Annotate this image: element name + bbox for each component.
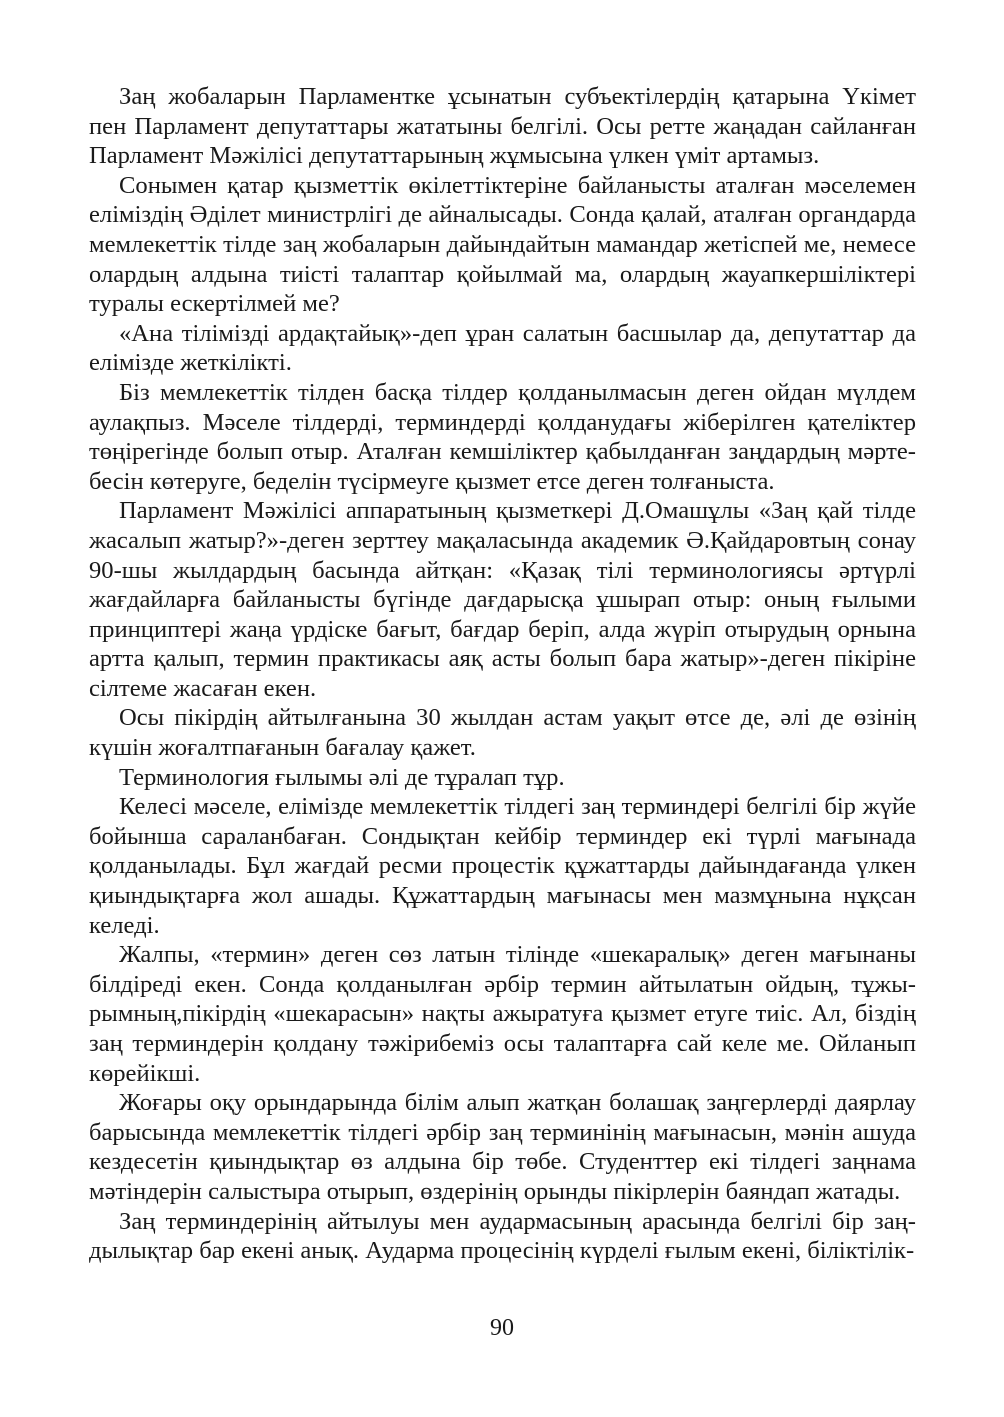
page-body [89,82,916,1266]
paragraph: «Ана тілімізді ардақтайық»-деп ұран салатын басшылар да, депутаттар да елімізде жеткілікті. [89,319,916,377]
paragraph: Жалпы, «термин» деген сөз латын тілінде «шекаралық» деген мағынаны білдіреді екен. Сонда қолданылған әрбір термин айтылатын ойдың, тұжырымның,пікірдің «шекарасын» нақты ажыратуға қызмет етуге тиіс. Ал, біздің заң терминдерін қолдану тәжірибеміз осы талаптарға сай келе ме. Ойланып көрейікші. [89,941,916,1087]
paragraph: Келесі мәселе, елімізде мемлекеттік тілдегі заң терминдері белгілі бір жүйе бойынша сараланбаған. Сондықтан кейбір терминдер екі түрлі мағынада қолданылады. Бұл жағдай ресми процестік құжаттарды дайындағанда үлкен қиындықтарға жол ашады. Құжаттардың мағынасы мен мазмұнына нұқсан келеді. [89,793,916,939]
paragraph: Осы пікірдің айтылғанына 30 жылдан астам уақыт өтсе де, әлі де өзінің күшін жоғалтпағанын бағалау қажет. [89,704,916,762]
paragraph: Парламент Мәжілісі аппаратының қызметкері Д.Омашұлы «Заң қай тілде жасалып жатыр?»-деген зерттеу мақаласында академик Ә.Қайдаровтың сонау 90-шы жылдардың басында айтқан: «Қазақ тілі терминологиясы әртүрлі жағдайларға байланысты бүгінде дағдарысқа ұшырап отыр: оның ғылыми принциптері жаңа үрдіске бағыт, бағдар беріп, алда жүріп отырудың орнына артта қалып, термин практикасы аяқ асты болып бара жатыр»-деген пікіріне сілтеме жасаған екен. [89,497,916,702]
paragraph: Заң терминдерінің айтылуы мен аудармасының арасында белгілі бір заңдылықтар бар екені анық. Аударма процесінің күрделі ғылым екені, біліктілік- [89,1207,916,1265]
paragraph: Сонымен қатар қызметтік өкілеттіктеріне байланысты аталған мәселемен еліміздің Әділет министрлігі де айналысады. Сонда қалай, аталған органдарда мемлекеттік тілде заң жобаларын дайындайтын мамандар жетіспей ме, немесе олардың алдына тиісті талаптар қойылмай ма, олардың жауапкершіліктері туралы ескертілмей ме? [89,171,916,318]
paragraph: Жоғары оқу орындарында білім алып жатқан болашақ заңгерлерді даярлау барысында мемлекеттік тілдегі әрбір заң терминінің мағынасын, мәнін ашуда кездесетін қиындықтар өз алдына бір төбе. Студенттер екі тілдегі заңнама мәтіндерін салыстыра отырып, өздерінің орынды пікірлерін баяндап жатады. [89,1089,916,1205]
paragraph: Терминология ғылымы әлі де тұралап тұр. [119,763,565,791]
page-number: 90 [490,1315,514,1341]
paragraph: Біз мемлекеттік тілден басқа тілдер қолданылмасын деген ойдан мүлдем аулақпыз. Мәселе тілдерді, терминдерді қолданудағы жіберілген қателіктер төңірегінде болып отыр. Аталған кемшіліктер қабылданған заңдардың мәртебесін көтеруге, беделін түсірмеуге қызмет етсе деген толғаныста. [89,378,916,495]
paragraph: Заң жобаларын Парламентке ұсынатын субъектілердің қатарына Үкімет пен Парламент депутаттары жататыны белгілі. Осы ретте жаңадан сайланған Парламент Мәжілісі депутаттарының жұмысына үлкен үміт артамыз. [89,83,916,170]
